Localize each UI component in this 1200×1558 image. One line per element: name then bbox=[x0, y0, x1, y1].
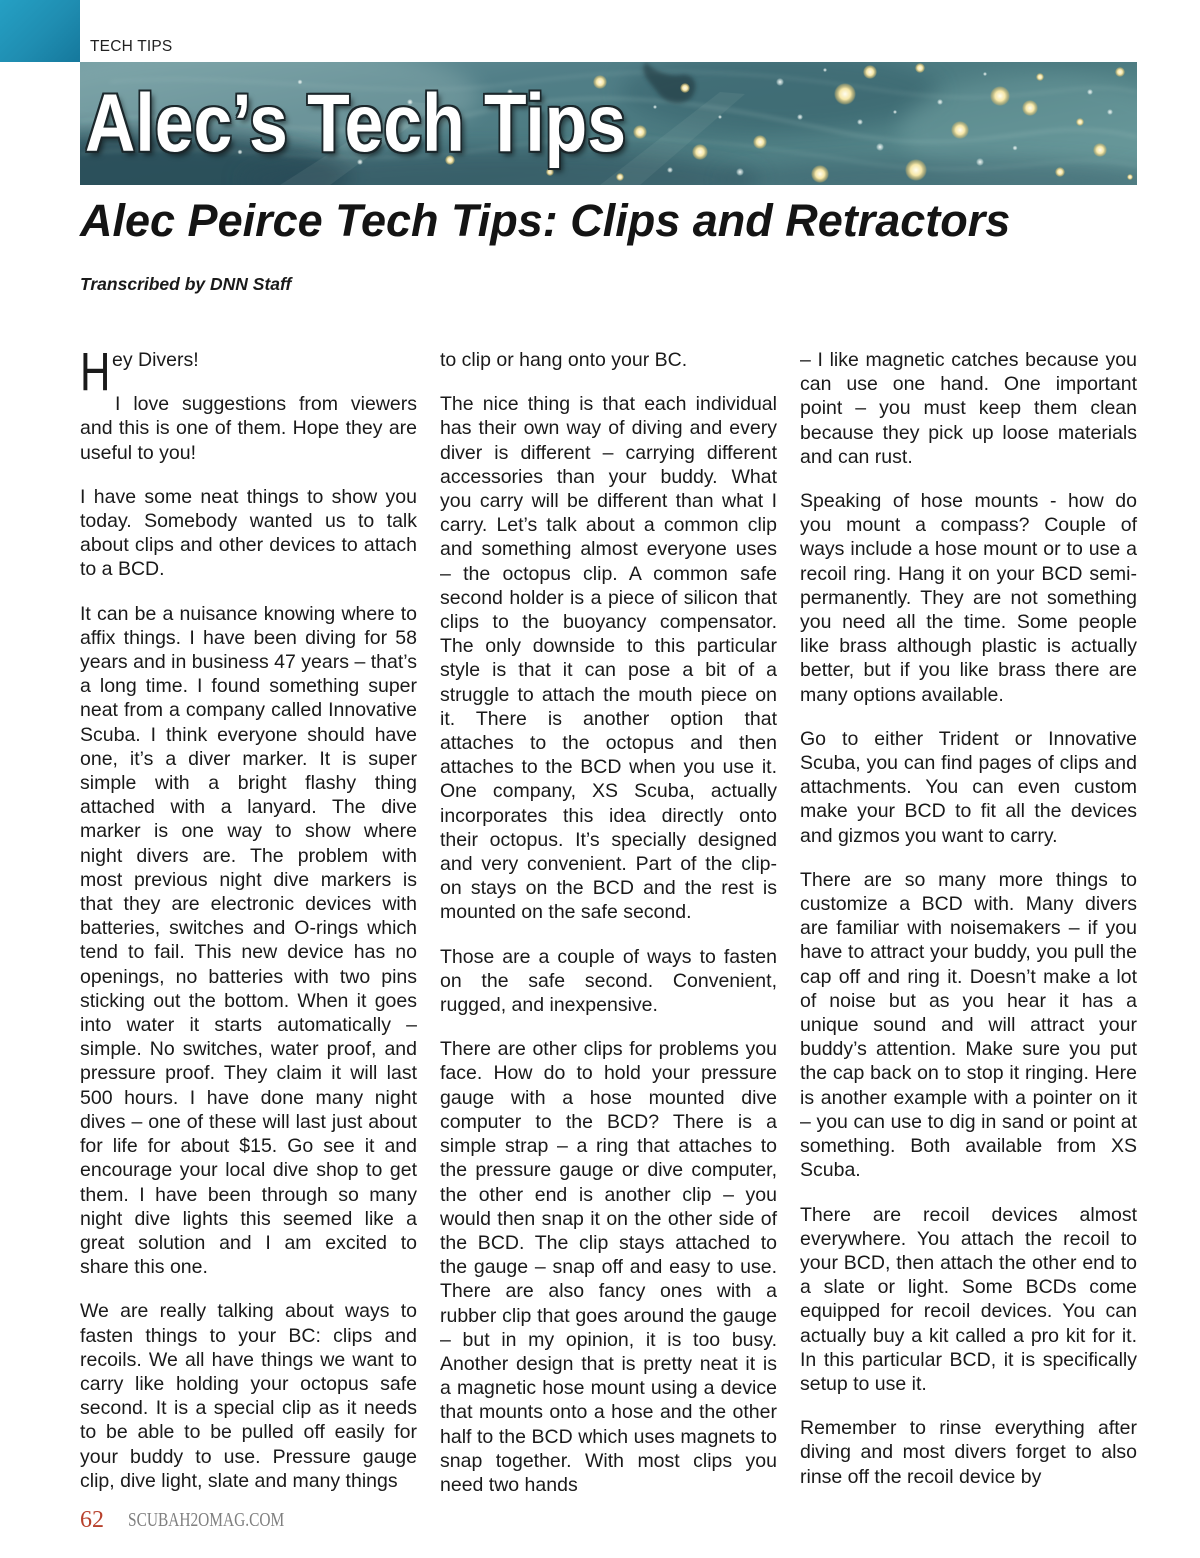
col1-paragraph-2: I have some neat things to show you today. Somebody wanted us to talk about clips and other devices to attach to a BCD. bbox=[80, 485, 417, 581]
col3-paragraph-5: There are recoil devices almost everywhere. You attach the recoil to your BCD, then attach the other end to a slate or light. Some BCDs come equipped for recoil devices. You can actually buy a kit called a pro kit for it. In this particular BCD, it is specifically setup to use it. bbox=[800, 1203, 1137, 1395]
section-color-tab bbox=[0, 0, 80, 62]
col3-paragraph-1: – I like magnetic catches because you can use one hand. One important point – you must keep them clean because they pick up loose materials and can rust. bbox=[800, 349, 1137, 468]
col3-paragraph-3: Go to either Trident or Innovative Scuba, you can find pages of clips and attachments. You can even custom make your BCD to fit all the devices and gizmos you want to carry. bbox=[800, 727, 1137, 847]
col3-paragraph-4: There are so many more things to customize a BCD with. Many divers are familiar with noisemakers – if you have to attract your buddy, you pull the cap off and ring it. Doesn’t make a lot of noise but as you hear it has a unique sound and will attract your buddy’s attention. Make sure you put the cap back on to stop it ringing. Here is another example with a pointer on it – you can use to dig in sand or point at something. Both available from XS Scuba. bbox=[800, 868, 1137, 1182]
opening-greeting bbox=[80, 342, 417, 402]
page-number: 62 bbox=[80, 1507, 104, 1533]
article-column-1 bbox=[80, 342, 417, 1493]
col1-paragraph-4: We are really talking about ways to fasten things to your BC: clips and recoils. We all have things we want to carry like holding your octopus safe second. It is a special clip as it needs to be able to be pulled off easily for your buddy to use. Pressure gauge clip, dive light, slate and many things bbox=[80, 1300, 417, 1492]
footer-site-url: SCUBAH2OMAG.COM bbox=[128, 1509, 285, 1531]
col1-paragraph-1: I love suggestions from viewers and this is one of them. Hope they are useful to you! bbox=[80, 393, 417, 464]
banner-title: Alec’s Tech Tips bbox=[85, 78, 627, 169]
section-label: TECH TIPS bbox=[90, 38, 173, 55]
col2-paragraph-4: There are other clips for problems you face. How do to hold your pressure gauge with a hose mounted dive computer to the BCD? There is a simple strap – a ring that attaches to the pressure gauge or dive computer, the other end is another clip – you would then snap it on the other side of the BCD. The clip stays attached to the gauge – snap off and easy to use. There are also fancy ones with a rubber clip that goes around the gauge – but in my opinion, it is too busy. Another design that is pretty neat it is a magnetic hose mount using a device that mounts onto a hose and the other half to the BCD which uses magnets to snap together. With most clips you need two hands bbox=[440, 1038, 777, 1496]
drop-cap: H bbox=[80, 342, 111, 402]
col2-paragraph-2: The nice thing is that each individual has their own way of diving and every diver is different – carrying different accessories than your buddy. What you carry will be different than what I carry. Let’s talk about a common clip and something almost everyone uses – the octopus clip. A common safe second holder is a piece of silicon that clips to the buoyancy compensator. The only downside to this particular style is that it can pose a bit of a struggle to attach the mouth piece on it. There is another option that attaches to the octopus and then attaches to the BCD when you use it. One company, XS Scuba, actually incorporates this idea directly onto their octopus. It’s specially designed and very convenient. Part of the clip-on stays on the BCD and the rest is mounted on the safe second. bbox=[440, 393, 777, 924]
article-column-2 bbox=[440, 348, 777, 1497]
article-column-3 bbox=[800, 348, 1137, 1489]
header-banner bbox=[80, 62, 1137, 185]
article-title: Alec Peirce Tech Tips: Clips and Retractors bbox=[80, 195, 1011, 246]
col3-paragraph-6: Remember to rinse everything after diving and most divers forget to also rinse off the recoil device by bbox=[800, 1417, 1137, 1488]
col2-paragraph-1: to clip or hang onto your BC. bbox=[440, 349, 688, 371]
article-byline: Transcribed by DNN Staff bbox=[80, 274, 292, 294]
col3-paragraph-2: Speaking of hose mounts - how do you mount a compass? Couple of ways include a hose mount or to use a recoil ring. Hang it on your BCD semi-permanently. They are not something you need all the time. Some people like brass although plastic is actually better, but if you like brass there are many options available. bbox=[800, 490, 1137, 706]
opening-greeting-text: ey Divers! bbox=[112, 349, 199, 371]
col1-paragraph-3: It can be a nuisance knowing where to affix things. I have been diving for 58 years and in business 47 years – that’s a long time. I found something super neat from a company called Innovative Scuba. I think everyone should have one, it’s a diver marker. It is super simple with a bright flashy thing attached with a lanyard. The dive marker is one way to show where night divers are. The problem with most previous night dive markers is that they are electronic devices with batteries, switches and O-rings which tend to fail. This new device has no openings, no batteries with two pins sticking out the bottom. When it goes into water it starts automatically – simple. No switches, water proof, and pressure proof. They claim it will last 500 hours. I have done many night dives – one of these will last just about for life for about $15. Go see it and encourage your local dive shop to get them. I have been through so many night dive lights this seemed like a great solution and I am excited to share this one. bbox=[80, 602, 417, 1279]
col2-paragraph-3: Those are a couple of ways to fasten on the safe second. Convenient, rugged, and inexpensive. bbox=[440, 945, 777, 1017]
